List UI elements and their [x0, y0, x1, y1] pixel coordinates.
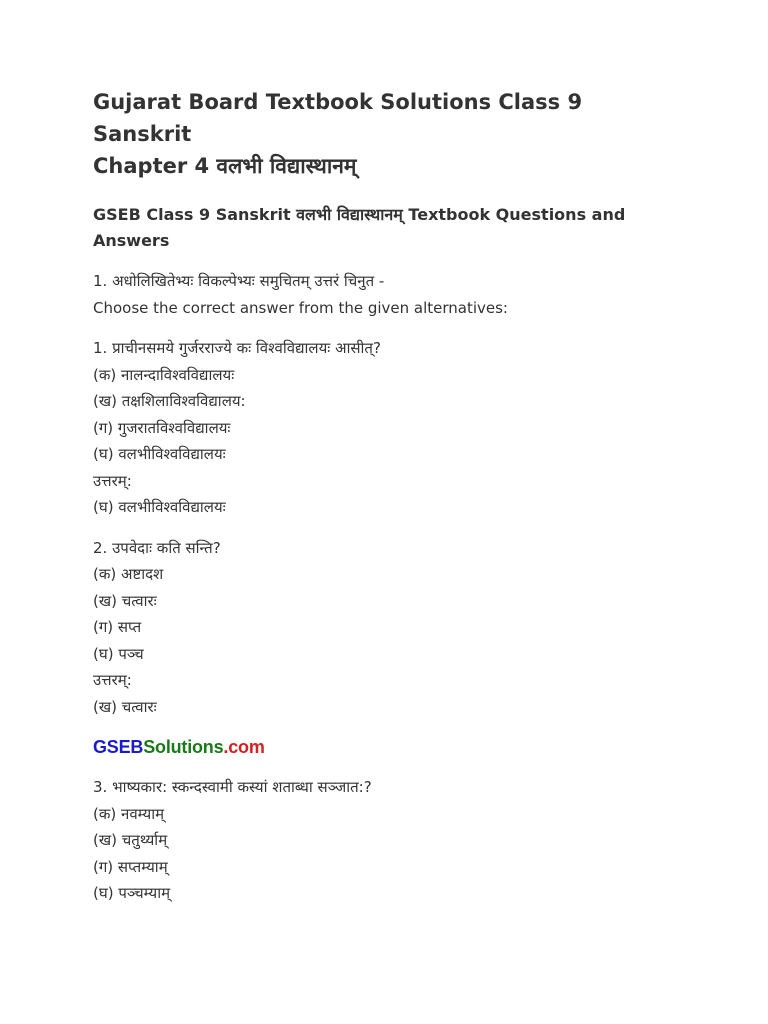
option-ga: (ग) सप्त	[93, 618, 142, 636]
section-instructions	[93, 268, 683, 321]
option-ka: (क) नालन्दाविश्वविद्यालयः	[93, 365, 235, 384]
question-2	[93, 535, 683, 721]
option-ga: (ग) सप्तम्याम्	[93, 857, 168, 876]
question-text: 1. प्राचीनसमये गुर्जरराज्ये कः विश्वविद्यालयः आसीत्?	[93, 339, 381, 357]
answer-label: उत्तरम्:	[93, 471, 132, 490]
option-kha: (ख) तक्षशिलाविश्वविद्यालय:	[93, 392, 246, 410]
logo-part-gseb: GSEB	[93, 737, 144, 757]
answer-text: (ख) चत्वारः	[93, 697, 157, 716]
option-gha: (घ) वलभीविश्वविद्यालयः	[93, 445, 226, 463]
page-subtitle	[93, 202, 683, 254]
logo-part-com: .com	[223, 737, 265, 757]
question-3	[93, 774, 683, 907]
answer-label: उत्तरम्:	[93, 671, 132, 689]
page-title-line2: Chapter 4 वलभी विद्यास्थानम्	[93, 154, 357, 178]
question-text: 3. भाष्यकार: स्कन्दस्वामी कस्यां शताब्धा सञ्जात:?	[93, 778, 372, 796]
page-subtitle-line2: Answers	[93, 231, 170, 250]
section-heading: 1. अधोलिखितेभ्यः विकल्पेभ्यः समुचितम् उत्तरं चिनुत -	[93, 272, 385, 290]
page-title	[93, 86, 683, 182]
document-page	[93, 86, 683, 907]
page-subtitle-line1: GSEB Class 9 Sanskrit वलभी विद्यास्थानम् Textbook Questions and	[93, 205, 626, 224]
answer-text: (घ) वलभीविश्वविद्यालयः	[93, 498, 226, 516]
page-title-line1: Gujarat Board Textbook Solutions Class 9 Sanskrit	[93, 90, 583, 146]
option-ga: (ग) गुजरातविश्वविद्यालयः	[93, 418, 231, 437]
option-kha: (ख) चतुर्थ्याम्	[93, 831, 168, 849]
logo-part-solutions: Solutions	[143, 737, 224, 757]
option-gha: (घ) पञ्चम्याम्	[93, 884, 171, 902]
section-instruction: Choose the correct answer from the given alternatives:	[93, 298, 508, 317]
option-ka: (क) अष्टादश	[93, 565, 164, 583]
option-gha: (घ) पञ्च	[93, 644, 144, 663]
option-kha: (ख) चत्वारः	[93, 591, 157, 610]
question-text: 2. उपवेदाः कति सन्ति?	[93, 538, 221, 557]
question-1	[93, 335, 683, 521]
option-ka: (क) नवम्याम्	[93, 804, 165, 823]
site-logo	[93, 734, 683, 760]
